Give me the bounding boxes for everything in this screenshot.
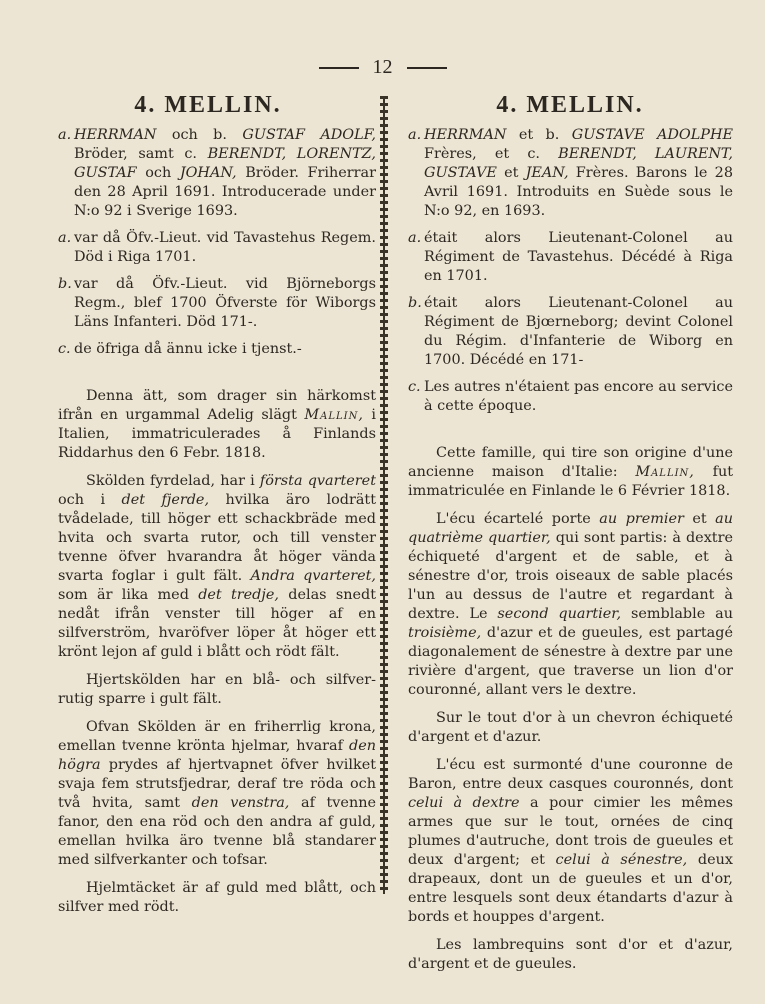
entry-a-note (58, 229, 376, 267)
entry-text: était alors Lieutenant-Colonel au Régiment de Tavastehus. Décédé à Riga en 1701. (424, 230, 733, 284)
name: HERRMAN (74, 127, 157, 143)
entry-text (424, 126, 733, 221)
paragraph-shield (408, 510, 733, 700)
text: delas snedt nedåt ifrån venster till höger af en silfverström, hvaröfver löper åt höger ett krönt lejon af guld i blått och rödt fält. (58, 587, 376, 660)
text: Ofvan Skölden är en friherrlig krona, emellan tvenne krönta hjelmar, hvaraf (58, 719, 376, 754)
french-column (408, 126, 733, 983)
entry-text: var då Öfv.-Lieut. vid Tavastehus Regem. Död i Riga 1701. (74, 230, 376, 265)
term: första qvarteret (259, 473, 376, 489)
text: fut immatriculée en Finlande le 6 Février 1818. (408, 464, 734, 499)
text: Frères, et c. (424, 146, 559, 162)
text: deux drapeaux, dont un de gueules et un d'or, entre lesquels sont deux étandarts d'azur à bords et houppes d'argent. (408, 852, 734, 925)
text: prydes af hjertvapnet öfver hvilket svaja fem strutsfjedrar, deraf tre röda och två hvita, samt (58, 757, 376, 811)
entry-text: était alors Lieutenant-Colonel au Régiment de Bjœrneborg; devint Colonel du Régim. d'Infanterie de Wiborg en 1700. Décédé en 171- (424, 295, 733, 368)
term: troisième, (408, 625, 482, 641)
text: Skölden fyrdelad, har i (86, 473, 260, 489)
term: den venstra, (191, 795, 290, 811)
paragraph-heart-shield: Hjertskölden har en blå- och silfver-rutig sparre i gult fält. (58, 672, 376, 707)
text: L'écu est surmonté d'une couronne de Baron, entre deux casques couronnés, dont (408, 757, 733, 792)
term: celui à sénestre, (555, 852, 688, 868)
paragraph-heart-shield: Sur le tout d'or à un chevron échiqueté d'argent et d'azur. (408, 710, 733, 745)
term: au premier (599, 511, 684, 527)
paragraph-crown (58, 718, 376, 870)
text: Bröder. Friherrar den 28 April 1691. Introducerade under N:o 92 i Sverige 1693. (74, 165, 376, 219)
text: Frères. Barons le 28 Avril 1691. Introduits en Suède sous le N:o 92, en 1693. (424, 165, 733, 219)
text: och (136, 165, 180, 181)
paragraph-shield (58, 472, 376, 662)
paragraph-origin (408, 444, 733, 501)
text: af tvenne fanor, den ena röd och den andra af guld, emellan hvilka äro tvenne blå standarer med silfverkanter och tofsar. (58, 795, 376, 868)
term: den högra (58, 738, 376, 773)
paragraph-crown (408, 756, 733, 927)
text: Denna ätt, som drager sin härkomst ifrån en urgammal Adelig slägt (58, 388, 376, 423)
french-heading: 4. MELLIN. (496, 92, 644, 118)
term: celui à dextre (408, 795, 520, 811)
text: hvilka äro lodrätt tvådelade, till höger ett schackbräde med hvita och svarta rutor, och till venster tvenne öfver hvarandra åt höger vända svarta foglar i gult fält. (58, 492, 376, 584)
name: BERENDT, LORENTZ, GUSTAF (74, 146, 376, 181)
entry-text (74, 126, 376, 221)
name: JEAN, (525, 165, 569, 181)
paragraph-mantling: Hjelmtäcket är af guld med blått, och silfver med rödt. (58, 880, 376, 915)
entry-text: var då Öfv.-Lieut. vid Björneborgs Regm., blef 1700 Öfverste för Wiborgs Läns Infanteri. Död 171-. (74, 276, 376, 330)
entry-c-note (58, 340, 376, 359)
text: et (683, 511, 716, 527)
entry-text: Les autres n'étaient pas encore au service à cette époque. (424, 379, 733, 414)
rule-left (319, 67, 359, 69)
text: Bröder, samt c. (74, 146, 208, 162)
entry-a (58, 126, 376, 221)
term: det fjerde, (121, 492, 210, 508)
swedish-column (58, 126, 376, 926)
entry-mark: a. (58, 127, 72, 143)
term: au quatrième quartier, (408, 511, 733, 546)
term: second quartier, (497, 606, 622, 622)
page-number (300, 56, 465, 79)
text: a pour cimier les mêmes armes que sur le tout, ornées de cinq plumes d'autruche, dont trois de gueules et deux d'argent; et (408, 795, 733, 868)
entry-b-note (58, 275, 376, 332)
term: Andra qvarteret, (250, 568, 376, 584)
term: det tredje, (198, 587, 279, 603)
entry-mark: b. (408, 295, 422, 311)
text: qui sont partis: à dextre échiqueté d'argent et de sable, et à sénestre d'or, trois oiseaux de sable placés l'un au dessus de l'autre et regardant à dextre. Le (408, 530, 733, 622)
paragraph-mantling: Les lambrequins sont d'or et d'azur, d'argent et de gueules. (408, 937, 733, 972)
text: L'écu écartelé porte (436, 511, 600, 527)
entry-b-note (408, 294, 733, 370)
entry-mark: c. (58, 341, 71, 357)
name: JOHAN, (179, 165, 237, 181)
swedish-heading: 4. MELLIN. (134, 92, 282, 118)
entry-mark: c. (408, 379, 421, 395)
rule-right (407, 67, 447, 69)
text: Cette famille, qui tire son origine d'une ancienne maison d'Italie: (408, 445, 733, 480)
text: d'azur et de gueules, est partagé diagonalement de sénestre à dextre par une rivière d'argent, que traverse un lion d'or couronné, allant vers le dextre. (408, 625, 733, 698)
name: Mallin, (635, 464, 695, 480)
column-divider (380, 96, 388, 894)
entry-a (408, 126, 733, 221)
name: GUSTAF ADOLF, (242, 127, 376, 143)
text: i Italien, immatriculerades å Finlands Riddarhus den 6 Febr. 1818. (58, 407, 376, 461)
entry-mark: b. (58, 276, 72, 292)
text: och b. (156, 127, 243, 143)
text: semblable au (621, 606, 733, 622)
entry-mark: a. (408, 230, 422, 246)
entry-text: de öfriga då ännu icke i tjenst.- (74, 341, 302, 357)
page-number-text: 12 (372, 56, 393, 78)
name: HERRMAN (424, 127, 507, 143)
text: och i (58, 492, 122, 508)
entry-c-note (408, 378, 733, 416)
name: Mallin, (304, 407, 364, 423)
entry-a-note (408, 229, 733, 286)
text: et (496, 165, 526, 181)
text: et b. (506, 127, 572, 143)
name: BERENDT, LAURENT, GUSTAVE (424, 146, 733, 181)
text: som är lika med (58, 587, 199, 603)
entry-mark: a. (408, 127, 422, 143)
name: GUSTAVE ADOLPHE (571, 127, 733, 143)
paragraph-origin (58, 387, 376, 463)
entry-mark: a. (58, 230, 72, 246)
